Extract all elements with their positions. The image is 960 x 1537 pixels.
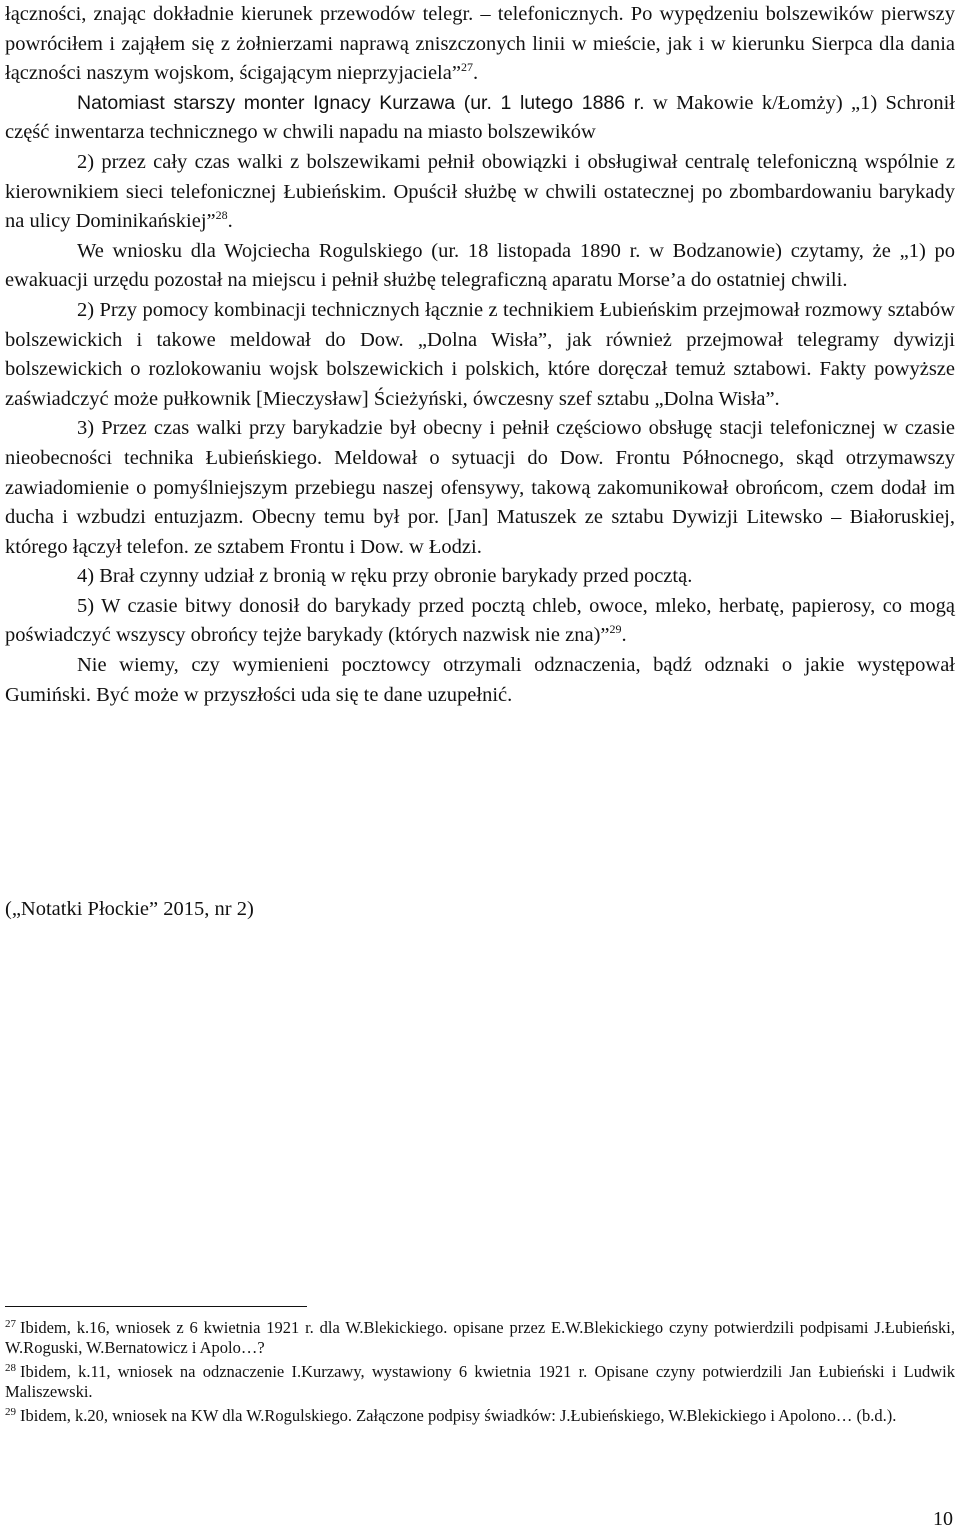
paragraph-3-tail: . [227,210,233,233]
footnote-divider [5,1306,307,1307]
document-page [5,0,955,1537]
paragraph-3-text: 2) przez cały czas walki z bolszewikami pełnił obowiązki i obsługiwał centralę telefoniczną wspólnie z kierownikiem sieci telefonicznej Łubieńskim. Opuścił służbę w chwili ostatecznej po zbombardowaniu barykady na ulicy Dominikańskiej” [5,150,955,233]
page-number: 10 [933,1508,953,1530]
paragraph-7-text: 4) Brał czynny udział z bronią w ręku przy obronie barykady przed pocztą. [77,565,693,588]
paragraph-2-serif-text: w Makowie k/Łomży) „1) Schronił część inwentarza technicznego w chwili napadu na miasto bolszewików [5,91,955,144]
footnotes [5,1318,955,1430]
paragraph-9-text: Nie wiemy, czy wymienieni pocztowcy otrzymali odznaczenia, bądź odznaki o jakie występował Gumiński. Być może w przyszłości uda się te dane uzupełnić. [5,654,955,706]
paragraph-2-sans-text: Natomiast starszy monter Ignacy Kurzawa (ur. 1 lutego 1886 r. [77,91,645,114]
paragraph-5-text: 2) Przy pomocy kombinacji technicznych łącznie z technikiem Łubieńskim przejmował rozmowy sztabów bolszewickich i takowe meldował do Dow. „Dolna Wisła”, jak również przejmował telegramy dywizji bolszewickich o rozlokowaniu wojsk bolszewickich i polskich, które doręczał temuż sztabowi. Fakty powyższe zaświadczyć może pułkownik [Mieczysław] Ścieżyński, ówczesny szef sztabu „Dolna Wisła”. [5,298,955,410]
footnote-ref-28: 28 [215,208,228,223]
paragraph-5 [5,296,955,414]
source-citation: („Notatki Płockie” 2015, nr 2) [5,898,254,920]
paragraph-8-text: 5) W czasie bitwy donosił do barykady przed pocztą chleb, owoce, mleko, herbatę, papierosy, co mogą poświadczyć wszyscy obrońcy tejże barykady (których nazwisk nie zna)” [5,594,955,647]
footnote-number: 27 [5,1317,16,1330]
paragraph-1-tail: . [472,62,479,85]
footnote-text: Ibidem, k.16, wniosek z 6 kwietnia 1921 r. dla W.Blekickiego. opisane przez E.W.Blekickiego czyny potwierdzili podpisami J.Łubieński, W.Roguski, W.Bernatowicz i Apolo…? [5,1318,955,1357]
footnote-ref-27: 27 [460,60,473,75]
paragraph-8 [5,592,955,651]
footnote-29 [5,1406,955,1426]
footnote-number: 28 [5,1361,16,1374]
paragraph-6-text: 3) Przez czas walki przy barykadzie był obecny i pełnił częściowo obsługę stacji telefonicznej w czasie nieobecności technika Łubieńskiego. Meldował o sytuacji do Dow. Frontu Północnego, skąd otrzymawszy zawiadomienie o pomyślniejszym przebiegu naszej ofensywy, takową zakomunikował obrońcom, czem dodał im ducha i wzbudzi entuzjazm. Obecny temu był por. [Jan] Matuszek ze sztabu Dywizji Litewsko – Białoruskiej, którego łączył telefon. ze sztabem Frontu i Dow. w Łodzi. [5,417,955,558]
paragraph-6 [5,414,955,562]
footnote-number: 29 [5,1405,16,1418]
paragraph-1 [5,0,955,89]
footnote-28 [5,1362,955,1402]
paragraph-1-text: łączności, znając dokładnie kierunek przewodów telegr. – telefonicznych. Po wypędzeniu bolszewików pierwszy powróciłem i zająłem się z żołnierzami naprawą zniszczonych linii w mieście, jak i w kierunku Sierpca dla dania łączności naszym wojskom, ścigającym nieprzyjaciela” [5,3,955,85]
paragraph-4 [5,237,955,296]
paragraph-3 [5,148,955,237]
paragraph-2 [5,89,955,148]
paragraph-9 [5,651,955,710]
paragraph-4-text: We wniosku dla Wojciecha Rogulskiego (ur. 18 listopada 1890 r. w Bodzanowie) czytamy, że „1) po ewakuacji urzędu pozostał na miejscu i pełnił służbę telegraficzną aparatu Morse’a do ostatniej chwili. [5,239,955,292]
paragraph-7 [5,562,955,592]
paragraph-8-tail: . [621,624,627,647]
footnote-text: Ibidem, k.11, wniosek na odznaczenie I.Kurzawy, wystawiony 6 kwietnia 1921 r. Opisane czyny potwierdzili Jan Łubieński i Ludwik Maliszewski. [5,1362,955,1401]
footnote-text: Ibidem, k.20, wniosek na KW dla W.Rogulskiego. Załączone podpisy świadków: J.Łubieńskiego, W.Blekickiego i Apolono… (b.d.). [20,1406,897,1425]
footnote-27 [5,1318,955,1358]
footnote-ref-29: 29 [609,622,622,637]
